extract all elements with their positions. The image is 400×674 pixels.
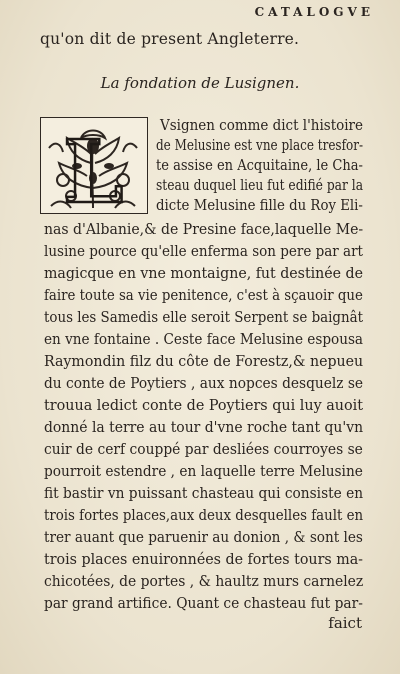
body-line: magicque en vne montaigne, fut destinée de [44, 265, 363, 282]
body-line: par grand artifice. Quant ce chasteau fut par- [44, 595, 363, 612]
body-line: du conte de Poytiers , aux nopces desquelz se [44, 375, 364, 392]
body-line: en vne fontaine . Ceste face Melusine espousa [44, 331, 364, 348]
body-line: Raymondin filz du côte de Forestz,& nepueu [44, 353, 364, 370]
body-line: lusine pource qu'elle enferma son pere par art [44, 243, 363, 260]
ornamental-initial-icon [40, 117, 148, 214]
section-title: La fondation de Lusignen. [100, 74, 300, 92]
body-line: te assise en Acquitaine, le Cha- [156, 157, 363, 174]
catchword: faict [328, 614, 362, 632]
body-line: dicte Melusine fille du Roy Eli- [156, 197, 363, 214]
initial-woodcut-graphic [41, 118, 146, 212]
body-line: de Melusine est vne place tresfor- [156, 137, 364, 154]
initial-letter: L [63, 122, 124, 212]
running-header: CATALOGVE [254, 5, 374, 19]
continuation-line: qu'on dit de present Angleterre. [40, 30, 300, 48]
body-line: trois fortes places,aux deux desquelles fault en [44, 507, 364, 524]
body-line: nas d'Albanie,& de Presine face,laquelle Me- [44, 221, 364, 238]
body-line: trouua ledict conte de Poytiers qui luy auoit [44, 397, 363, 414]
body-line: trer auant que paruenir au donion , & sont les [44, 529, 363, 546]
body-line: steau duquel lieu fut edifié par la [156, 177, 364, 194]
body-line: tous les Samedis elle seroit Serpent se baignât [44, 309, 364, 326]
body-line: cuir de cerf couppé par desliées courroyes se [44, 441, 363, 458]
body-line: pourroit estendre , en laquelle terre Melusine [44, 463, 363, 480]
body-line: donné la terre au tour d'vne roche tant qu'vn [44, 419, 364, 436]
body-line: trois places enuironnées de fortes tours ma- [44, 551, 363, 568]
body-line: faire toute sa vie penitence, c'est à sçauoir que [44, 287, 363, 304]
body-line: Vsignen comme dict l'histoire [160, 117, 363, 134]
body-line: chicotées, de portes , & haultz murs carnelez [44, 573, 364, 590]
body-line: fit bastir vn puissant chasteau qui consiste en [44, 485, 364, 502]
